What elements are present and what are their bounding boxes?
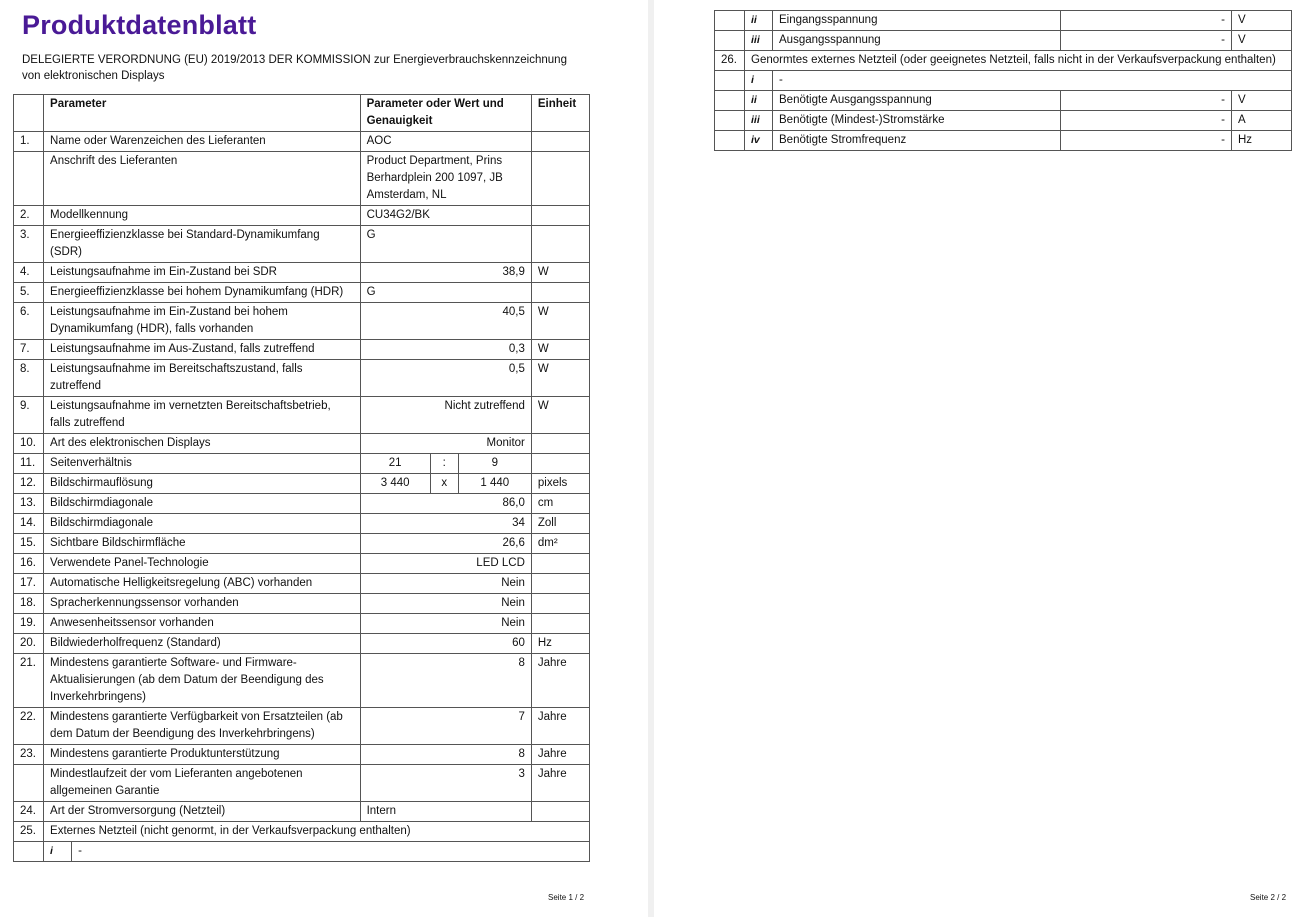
table-row <box>14 514 590 534</box>
row-value: LED LCD <box>360 554 531 574</box>
row-label: Modellkennung <box>44 206 361 226</box>
table-row <box>14 206 590 226</box>
table-row <box>14 474 590 494</box>
table-row <box>14 842 590 862</box>
row-value: 8 <box>360 745 531 765</box>
row-number: 11. <box>14 454 44 474</box>
row-value: 38,9 <box>360 263 531 283</box>
row-number: 2. <box>14 206 44 226</box>
table-row <box>14 554 590 574</box>
row-number: 7. <box>14 340 44 360</box>
row-number: 13. <box>14 494 44 514</box>
row-label: Bildschirmdiagonale <box>44 494 361 514</box>
row-value: AOC <box>360 132 531 152</box>
row-value: CU34G2/BK <box>360 206 531 226</box>
row-value: - <box>1061 11 1232 31</box>
table-row <box>14 802 590 822</box>
product-data-table <box>13 94 590 862</box>
row-number: 17. <box>14 574 44 594</box>
table-header <box>14 95 590 132</box>
regulation-subtitle: DELEGIERTE VERORDNUNG (EU) 2019/2013 DER KOMMISSION zur Energieverbrauchskennzeichnung von elektronischen Displays <box>22 54 567 82</box>
row-number: 19. <box>14 614 44 634</box>
row-label: Benötigte Stromfrequenz <box>773 131 1061 151</box>
row-unit: Jahre <box>531 745 589 765</box>
row-subindex: ii <box>745 91 773 111</box>
row-value: Product Department, Prins Berhardplein 200 1097, JB Amsterdam, NL <box>360 152 531 206</box>
row-value: 26,6 <box>360 534 531 554</box>
row-value: Nicht zutreffend <box>360 397 531 434</box>
row-label: Bildschirmdiagonale <box>44 514 361 534</box>
row-number: 10. <box>14 434 44 454</box>
row-label: Benötigte Ausgangsspannung <box>773 91 1061 111</box>
row-value: Nein <box>360 614 531 634</box>
row-label: Leistungsaufnahme im Ein-Zustand bei hohem Dynamikumfang (HDR), falls vorhanden <box>44 303 361 340</box>
table-row <box>14 152 590 206</box>
resolution-width: 3 440 <box>360 474 430 494</box>
row-value: 0,3 <box>360 340 531 360</box>
table-row <box>14 283 590 303</box>
row-label: Bildschirmauflösung <box>44 474 361 494</box>
table-row <box>14 226 590 263</box>
table-row <box>14 574 590 594</box>
row-value: - <box>1061 31 1232 51</box>
row-number: 20. <box>14 634 44 654</box>
row-unit: Hz <box>1232 131 1292 151</box>
table-row <box>14 765 590 802</box>
row-label: Genormtes externes Netzteil (oder geeignetes Netzteil, falls nicht in der Verkaufsverpackung enthalten) <box>745 51 1292 71</box>
row-label: Spracherkennungssensor vorhanden <box>44 594 361 614</box>
row-number: 5. <box>14 283 44 303</box>
row-value: 60 <box>360 634 531 654</box>
table-row <box>14 822 590 842</box>
row-label: Ausgangsspannung <box>773 31 1061 51</box>
row-value: 86,0 <box>360 494 531 514</box>
row-value: Monitor <box>360 434 531 454</box>
row-value: - <box>1061 91 1232 111</box>
row-label: Mindestens garantierte Verfügbarkeit von Ersatzteilen (ab dem Datum der Beendigung des Inverkehrbringens) <box>44 708 361 745</box>
table-row <box>715 111 1292 131</box>
table-row <box>14 340 590 360</box>
row-unit: Jahre <box>531 765 589 802</box>
row-unit: Hz <box>531 634 589 654</box>
table-row <box>14 434 590 454</box>
table-row <box>14 132 590 152</box>
row-unit <box>531 132 589 152</box>
table-row <box>14 263 590 283</box>
row-value: - <box>72 842 590 862</box>
table-row <box>715 91 1292 111</box>
row-unit: V <box>1232 91 1292 111</box>
table-row <box>715 71 1292 91</box>
row-number: 26. <box>715 51 745 71</box>
aspect-ratio-width: 21 <box>360 454 430 474</box>
row-value: G <box>360 226 531 263</box>
row-value: - <box>773 71 1292 91</box>
row-number: 14. <box>14 514 44 534</box>
row-unit: W <box>531 340 589 360</box>
row-label: Leistungsaufnahme im Ein-Zustand bei SDR <box>44 263 361 283</box>
row-label: Bildwiederholfrequenz (Standard) <box>44 634 361 654</box>
table-row <box>14 397 590 434</box>
row-value: 7 <box>360 708 531 745</box>
row-value: 40,5 <box>360 303 531 340</box>
row-label: Anwesenheitssensor vorhanden <box>44 614 361 634</box>
page-footer: Seite 2 / 2 <box>1250 893 1287 902</box>
row-unit: W <box>531 303 589 340</box>
row-value: 8 <box>360 654 531 708</box>
row-value: - <box>1061 111 1232 131</box>
table-row <box>14 614 590 634</box>
row-subindex: i <box>745 71 773 91</box>
aspect-ratio-height: 9 <box>458 454 531 474</box>
row-label: Leistungsaufnahme im Bereitschaftszustand, falls zutreffend <box>44 360 361 397</box>
row-unit: cm <box>531 494 589 514</box>
row-subindex: i <box>44 842 72 862</box>
row-label: Energieeffizienzklasse bei hohem Dynamikumfang (HDR) <box>44 283 361 303</box>
row-value: Nein <box>360 594 531 614</box>
product-data-table-continued <box>714 10 1292 151</box>
row-number: 16. <box>14 554 44 574</box>
table-row <box>14 594 590 614</box>
row-label: Mindestens garantierte Software- und Firmware-Aktualisierungen (ab dem Datum der Beendigung des Inverkehrbringens) <box>44 654 361 708</box>
page-1 <box>0 0 648 917</box>
row-label: Name oder Warenzeichen des Lieferanten <box>44 132 361 152</box>
row-label: Art des elektronischen Displays <box>44 434 361 454</box>
row-value: - <box>1061 131 1232 151</box>
row-label: Leistungsaufnahme im Aus-Zustand, falls zutreffend <box>44 340 361 360</box>
row-number: 1. <box>14 132 44 152</box>
page-title: Produktdatenblatt <box>22 10 257 40</box>
table-row <box>715 31 1292 51</box>
row-label: Anschrift des Lieferanten <box>44 152 361 206</box>
row-unit: Jahre <box>531 654 589 708</box>
header-parameter: Parameter <box>44 95 361 132</box>
table-row <box>14 634 590 654</box>
row-value: 0,5 <box>360 360 531 397</box>
row-label: Automatische Helligkeitsregelung (ABC) vorhanden <box>44 574 361 594</box>
row-unit: V <box>1232 11 1292 31</box>
row-number: 18. <box>14 594 44 614</box>
row-label: Verwendete Panel-Technologie <box>44 554 361 574</box>
row-number: 12. <box>14 474 44 494</box>
row-label: Sichtbare Bildschirmfläche <box>44 534 361 554</box>
table-row <box>715 51 1292 71</box>
header-unit: Einheit <box>531 95 589 132</box>
row-number: 9. <box>14 397 44 434</box>
row-unit: W <box>531 360 589 397</box>
page-footer: Seite 1 / 2 <box>548 893 585 902</box>
row-number: 23. <box>14 745 44 765</box>
table-row <box>14 454 590 474</box>
table-row <box>14 303 590 340</box>
row-number: 6. <box>14 303 44 340</box>
row-number: 24. <box>14 802 44 822</box>
row-number: 15. <box>14 534 44 554</box>
table-row <box>715 11 1292 31</box>
row-label: Externes Netzteil (nicht genormt, in der Verkaufsverpackung enthalten) <box>44 822 590 842</box>
row-unit: A <box>1232 111 1292 131</box>
row-label: Mindestlaufzeit der vom Lieferanten angebotenen allgemeinen Garantie <box>44 765 361 802</box>
row-subindex: iii <box>745 111 773 131</box>
row-unit: W <box>531 397 589 434</box>
row-number: 25. <box>14 822 44 842</box>
resolution-separator: x <box>430 474 458 494</box>
table-row <box>14 654 590 708</box>
row-number: 8. <box>14 360 44 397</box>
resolution-height: 1 440 <box>458 474 531 494</box>
row-subindex: iii <box>745 31 773 51</box>
row-label: Art der Stromversorgung (Netzteil) <box>44 802 361 822</box>
row-label: Mindestens garantierte Produktunterstützung <box>44 745 361 765</box>
row-label: Benötigte (Mindest-)Stromstärke <box>773 111 1061 131</box>
row-label: Energieeffizienzklasse bei Standard-Dynamikumfang (SDR) <box>44 226 361 263</box>
row-value: Intern <box>360 802 531 822</box>
row-unit: pixels <box>531 474 589 494</box>
row-value: 34 <box>360 514 531 534</box>
table-row <box>715 131 1292 151</box>
row-label: Seitenverhältnis <box>44 454 361 474</box>
row-subindex: iv <box>745 131 773 151</box>
row-unit: dm² <box>531 534 589 554</box>
row-value: G <box>360 283 531 303</box>
table-row <box>14 360 590 397</box>
row-value: Nein <box>360 574 531 594</box>
row-unit: W <box>531 263 589 283</box>
row-number: 21. <box>14 654 44 708</box>
table-row <box>14 494 590 514</box>
header-value: Parameter oder Wert und Genauigkeit <box>360 95 531 132</box>
row-unit: Jahre <box>531 708 589 745</box>
row-number: 4. <box>14 263 44 283</box>
table-row <box>14 745 590 765</box>
row-unit: V <box>1232 31 1292 51</box>
row-value: 3 <box>360 765 531 802</box>
row-number: 3. <box>14 226 44 263</box>
row-number: 22. <box>14 708 44 745</box>
row-label: Eingangsspannung <box>773 11 1061 31</box>
table-row <box>14 708 590 745</box>
aspect-ratio-separator: : <box>430 454 458 474</box>
row-subindex: ii <box>745 11 773 31</box>
table-row <box>14 534 590 554</box>
row-unit: Zoll <box>531 514 589 534</box>
row-label: Leistungsaufnahme im vernetzten Bereitschaftsbetrieb, falls zutreffend <box>44 397 361 434</box>
